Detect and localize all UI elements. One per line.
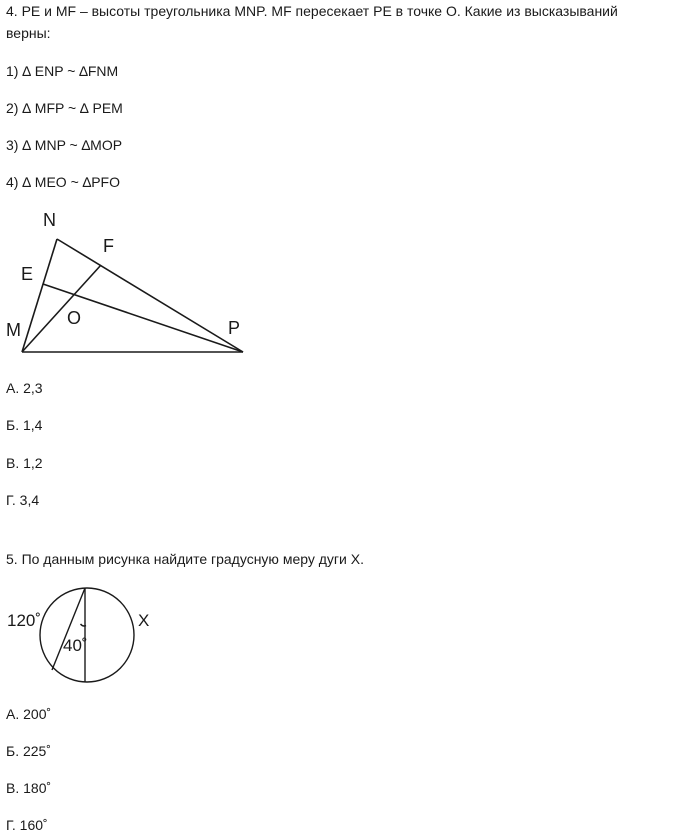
q4-answer-c: В. 1,2 bbox=[6, 455, 43, 471]
label-n: N bbox=[43, 210, 56, 230]
triangle-figure bbox=[0, 200, 260, 360]
side-mn bbox=[22, 239, 57, 352]
q4-answer-a: А. 2,3 bbox=[6, 380, 43, 396]
label-o: O bbox=[67, 308, 82, 328]
q4-answer-d: Г. 3,4 bbox=[6, 492, 40, 508]
altitude-mf bbox=[22, 265, 101, 352]
q5-answer-d: Г. 160˚ bbox=[6, 817, 48, 833]
q5-answer-a: А. 200˚ bbox=[6, 706, 52, 722]
statement-4: 4) ∆ MEO ~ ∆PFO bbox=[6, 174, 120, 190]
chord bbox=[52, 588, 85, 670]
side-np bbox=[57, 239, 243, 352]
statement-1: 1) ∆ ENP ~ ∆FNM bbox=[6, 63, 119, 79]
label-m: M bbox=[6, 320, 21, 340]
statement-3: 3) ∆ MNP ~ ∆MOP bbox=[6, 137, 123, 153]
statement-2: 2) ∆ MFP ~ ∆ PEM bbox=[6, 100, 123, 116]
label-arc-120: 120˚ bbox=[7, 611, 42, 630]
q5-answer-b: Б. 225˚ bbox=[6, 743, 51, 759]
label-angle-40: 40˚ bbox=[63, 636, 88, 655]
question-5-text: 5. По данным рисунка найдите градусную меру дуги X. bbox=[6, 551, 364, 567]
label-arc-x: X bbox=[138, 611, 150, 630]
label-p: P bbox=[228, 318, 241, 338]
circle bbox=[40, 588, 134, 682]
question-4-text: 4. PE и MF – высоты треугольника MNP. MF пересекает PE в точке O. Какие из высказываний верны: bbox=[6, 3, 618, 41]
q4-answer-b: Б. 1,4 bbox=[6, 417, 43, 433]
label-f: F bbox=[103, 236, 114, 256]
label-e: E bbox=[21, 264, 34, 284]
circle-figure bbox=[0, 580, 170, 690]
q5-answer-c: В. 180˚ bbox=[6, 780, 52, 796]
